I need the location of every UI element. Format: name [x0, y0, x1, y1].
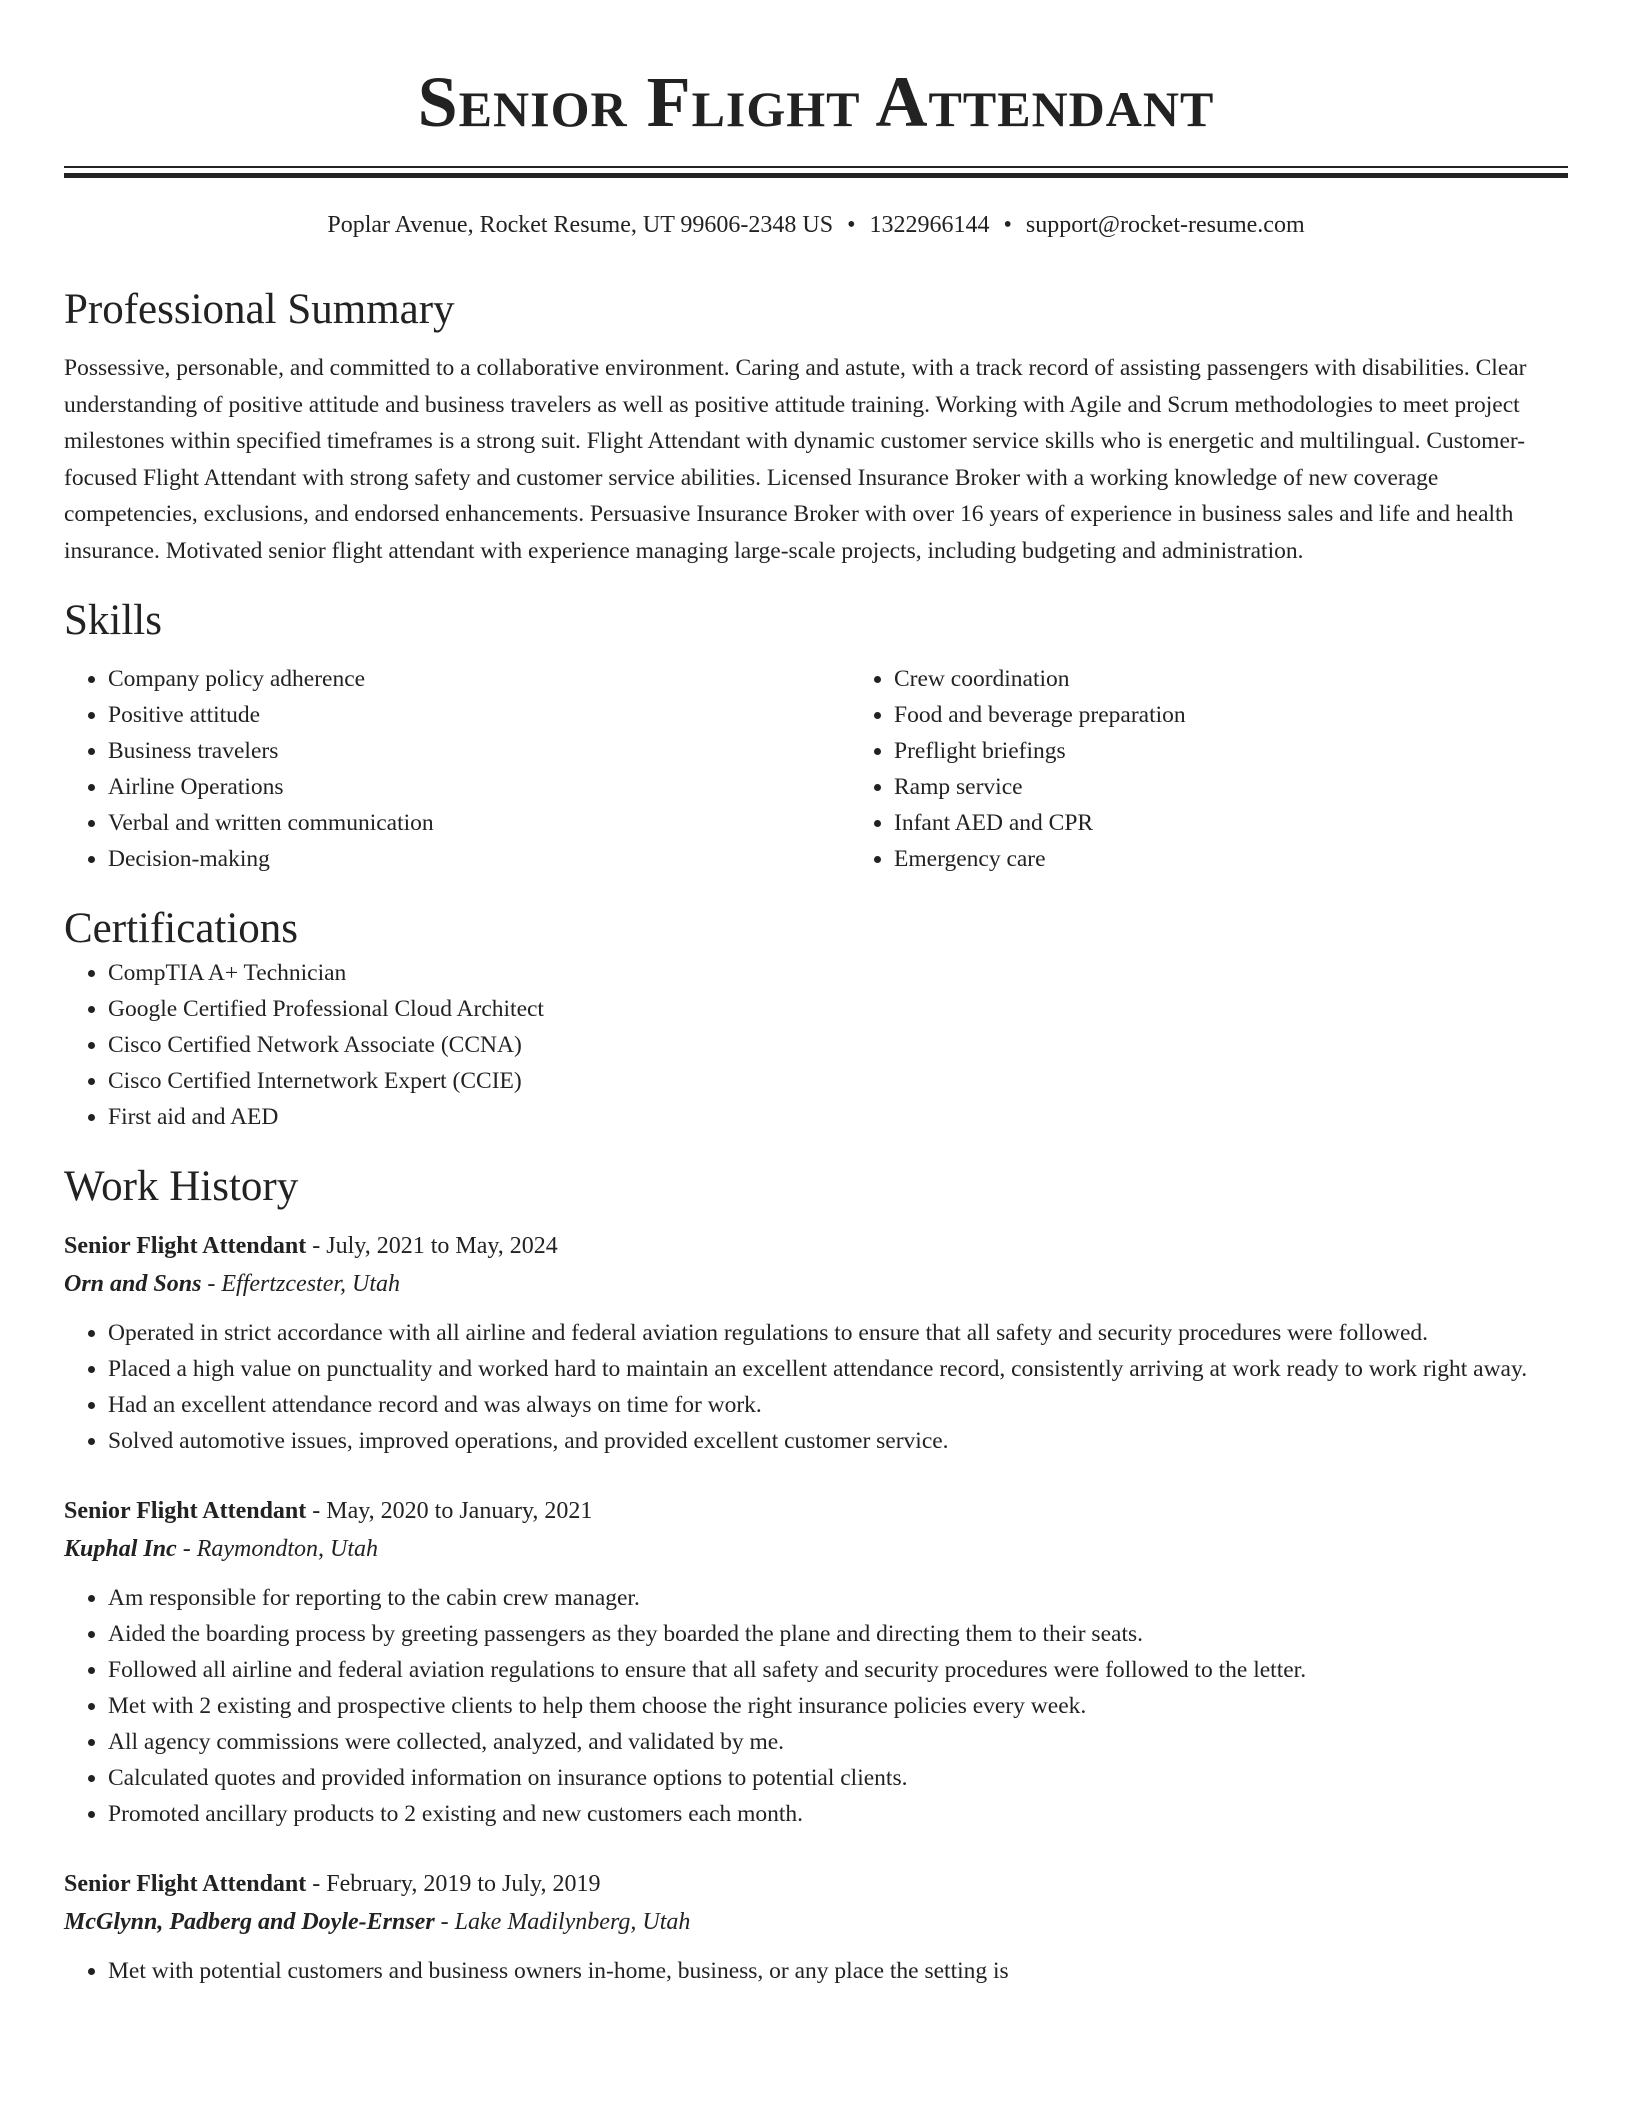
job-entry [64, 1492, 1568, 1832]
certification-item: • First aid and AED [108, 1099, 1568, 1135]
job-dates: - July, 2021 to May, 2024 [306, 1233, 558, 1259]
skills-list-right [850, 661, 1632, 877]
certification-item: • Cisco Certified Network Associate (CCNA) [108, 1027, 1568, 1063]
job-location: - Effertzcester, Utah [201, 1271, 401, 1297]
contact-phone: 1322966144 [869, 212, 990, 238]
skill-item: • Company policy adherence [108, 661, 850, 697]
skill-item: • Infant AED and CPR [894, 805, 1632, 841]
skill-item: • Airline Operations [108, 769, 850, 805]
contact-address: Poplar Avenue, Rocket Resume, UT 99606-2348 US [327, 212, 834, 238]
header-divider [64, 166, 1568, 178]
job-company-line [64, 1265, 1568, 1303]
job-bullet: • Followed all airline and federal aviation regulations to ensure that all safety and security procedures were followed to the letter. [108, 1652, 1568, 1688]
job-bullet: • Operated in strict accordance with all airline and federal aviation regulations to ensure that all safety and security procedures were followed. [108, 1315, 1568, 1351]
contact-line [64, 210, 1568, 240]
certification-item: • Cisco Certified Internetwork Expert (CCIE) [108, 1063, 1568, 1099]
job-company-line [64, 1903, 1568, 1941]
job-bullet: • Am responsible for reporting to the cabin crew manager. [108, 1580, 1568, 1616]
resume-title: Senior Flight Attendant [417, 62, 1215, 142]
skill-item: • Ramp service [894, 769, 1632, 805]
contact-separator: • [847, 212, 856, 238]
job-bullet: • Promoted ancillary products to 2 existing and new customers each month. [108, 1796, 1568, 1832]
job-location: - Raymondton, Utah [176, 1536, 379, 1562]
job-bullets [64, 1580, 1568, 1832]
job-bullets [64, 1315, 1568, 1459]
skill-item: • Decision-making [108, 841, 850, 877]
skills-heading: Skills [64, 597, 162, 644]
job-company: Kuphal Inc [64, 1536, 177, 1562]
job-role: Senior Flight Attendant [64, 1233, 307, 1259]
skill-item: • Positive attitude [108, 697, 850, 733]
job-entry [64, 1227, 1568, 1459]
resume-page [64, 0, 1568, 1989]
job-bullet: • Calculated quotes and provided information on insurance options to potential clients. [108, 1760, 1568, 1796]
job-bullet: • Had an excellent attendance record and was always on time for work. [108, 1387, 1568, 1423]
contact-separator: • [1003, 212, 1012, 238]
skills-columns [64, 661, 1568, 877]
skill-item: • Crew coordination [894, 661, 1632, 697]
summary-heading: Professional Summary [64, 286, 455, 333]
contact-email: support@rocket-resume.com [1025, 212, 1305, 238]
certification-item: • Google Certified Professional Cloud Architect [108, 991, 1568, 1027]
job-bullet: • Met with 2 existing and prospective clients to help them choose the right insurance policies every week. [108, 1688, 1568, 1724]
job-bullets [64, 1953, 1568, 1989]
job-location: - Lake Madilynberg, Utah [434, 1909, 691, 1935]
job-title-line [64, 1492, 1568, 1530]
job-bullet: • Met with potential customers and business owners in-home, business, or any place the setting is [108, 1953, 1568, 1989]
job-bullet: • Solved automotive issues, improved operations, and provided excellent customer service. [108, 1423, 1568, 1459]
work-history-heading: Work History [64, 1163, 299, 1210]
job-company: McGlynn, Padberg and Doyle-Ernser [64, 1909, 435, 1935]
certifications-list [64, 955, 1568, 1135]
job-company: Orn and Sons [64, 1271, 202, 1297]
summary-text: Possessive, personable, and committed to a collaborative environment. Caring and astute, with a track record of assisting passengers with disabilities. Clear understanding of positive attitude and business travelers as well as positive attitude training. Working with Agile and Scrum methodologies to meet project milestones within specified timeframes is a strong suit. Flight Attendant with dynamic customer service skills who is energetic and multilingual. Customer-focused Flight Attendant with strong safety and customer service abilities. Licensed Insurance Broker with a working knowledge of new coverage competencies, exclusions, and endorsed enhancements. Persuasive Insurance Broker with over 16 years of experience in business sales and life and health insurance. Motivated senior flight attendant with experience managing large-scale projects, including budgeting and administration. [64, 355, 1527, 564]
job-role: Senior Flight Attendant [64, 1871, 307, 1897]
job-bullet: • All agency commissions were collected, analyzed, and validated by me. [108, 1724, 1568, 1760]
skills-list-left [64, 661, 850, 877]
job-role: Senior Flight Attendant [64, 1498, 307, 1524]
job-title-line [64, 1227, 1568, 1265]
skill-item: • Business travelers [108, 733, 850, 769]
skill-item: • Verbal and written communication [108, 805, 850, 841]
certification-item: • CompTIA A+ Technician [108, 955, 1568, 991]
skill-item: • Food and beverage preparation [894, 697, 1632, 733]
skill-item: • Emergency care [894, 841, 1632, 877]
job-dates: - May, 2020 to January, 2021 [306, 1498, 593, 1524]
job-title-line [64, 1865, 1568, 1903]
job-bullet: • Placed a high value on punctuality and worked hard to maintain an excellent attendance record, consistently arriving at work ready to work right away. [108, 1351, 1568, 1387]
job-dates: - February, 2019 to July, 2019 [306, 1871, 601, 1897]
job-company-line [64, 1530, 1568, 1568]
skill-item: • Preflight briefings [894, 733, 1632, 769]
job-bullet: • Aided the boarding process by greeting passengers as they boarded the plane and directing them to their seats. [108, 1616, 1568, 1652]
job-entry [64, 1865, 1568, 1989]
certifications-heading: Certifications [64, 905, 299, 952]
